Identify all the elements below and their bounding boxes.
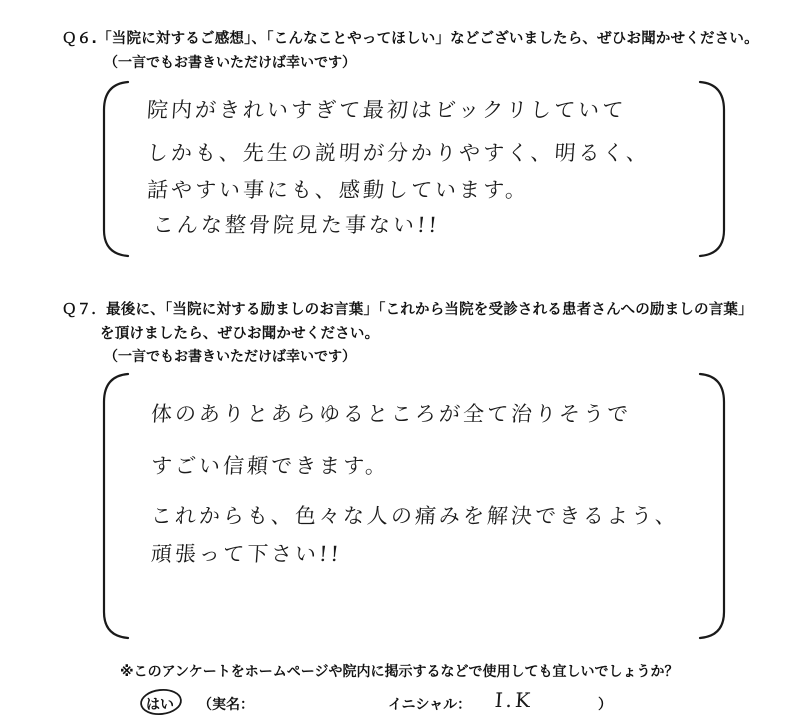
q6-answer-line-1: 院内がきれいすぎて最初はビックリしていて	[146, 98, 627, 122]
q7-question-line1: Ｑ７．最後に、「当院に対する励ましのお言葉」「これから当院を受診される患者さんへの励ましの言葉」	[62, 302, 753, 318]
q6-answer-line-4: こんな整骨院見た事ない!!	[152, 213, 441, 237]
yes-answer: はい	[146, 697, 174, 713]
close-paren: ）	[598, 697, 612, 713]
q7-answer-line-3: これからも、色々な人の痛みを解決できるよう、	[150, 504, 680, 528]
q7-right-bracket	[700, 374, 724, 638]
q6-right-bracket	[700, 82, 724, 256]
q6-question: Ｑ６.「当院に対するご感想」、「こんなことやってほしい」などございましたら、ぜひお聞かせください。	[62, 31, 759, 47]
q7-answer-line-4: 頑張って下さい!!	[150, 542, 343, 566]
q6-answer-line-3: 話やすい事にも、感動しています。	[146, 178, 531, 202]
consent-question: ※このアンケートをホームページや院内に掲示するなどで使用しても宜しいでしょうか？	[120, 664, 679, 680]
q7-question-line2: を頂けましたら、ぜひお聞かせください。	[100, 326, 380, 342]
real-name-label: （実名：	[198, 697, 254, 713]
q6-answer-line-2: しかも、先生の説明が分かりやすく、明るく、	[146, 141, 651, 165]
q7-note: （一言でもお書きいただけば幸いです）	[104, 349, 356, 365]
q7-answer-line-1: 体のありとあらゆるところが全て治りそうで	[150, 402, 632, 426]
q7-left-bracket	[104, 374, 128, 638]
initial-value: I.K	[494, 688, 534, 712]
q6-note: （一言でもお書きいただけば幸いです）	[104, 55, 356, 71]
q6-left-bracket	[104, 82, 128, 256]
q7-answer-line-2: すごい信頼できます。	[150, 454, 391, 478]
initial-label: イニシャル：	[388, 697, 472, 713]
